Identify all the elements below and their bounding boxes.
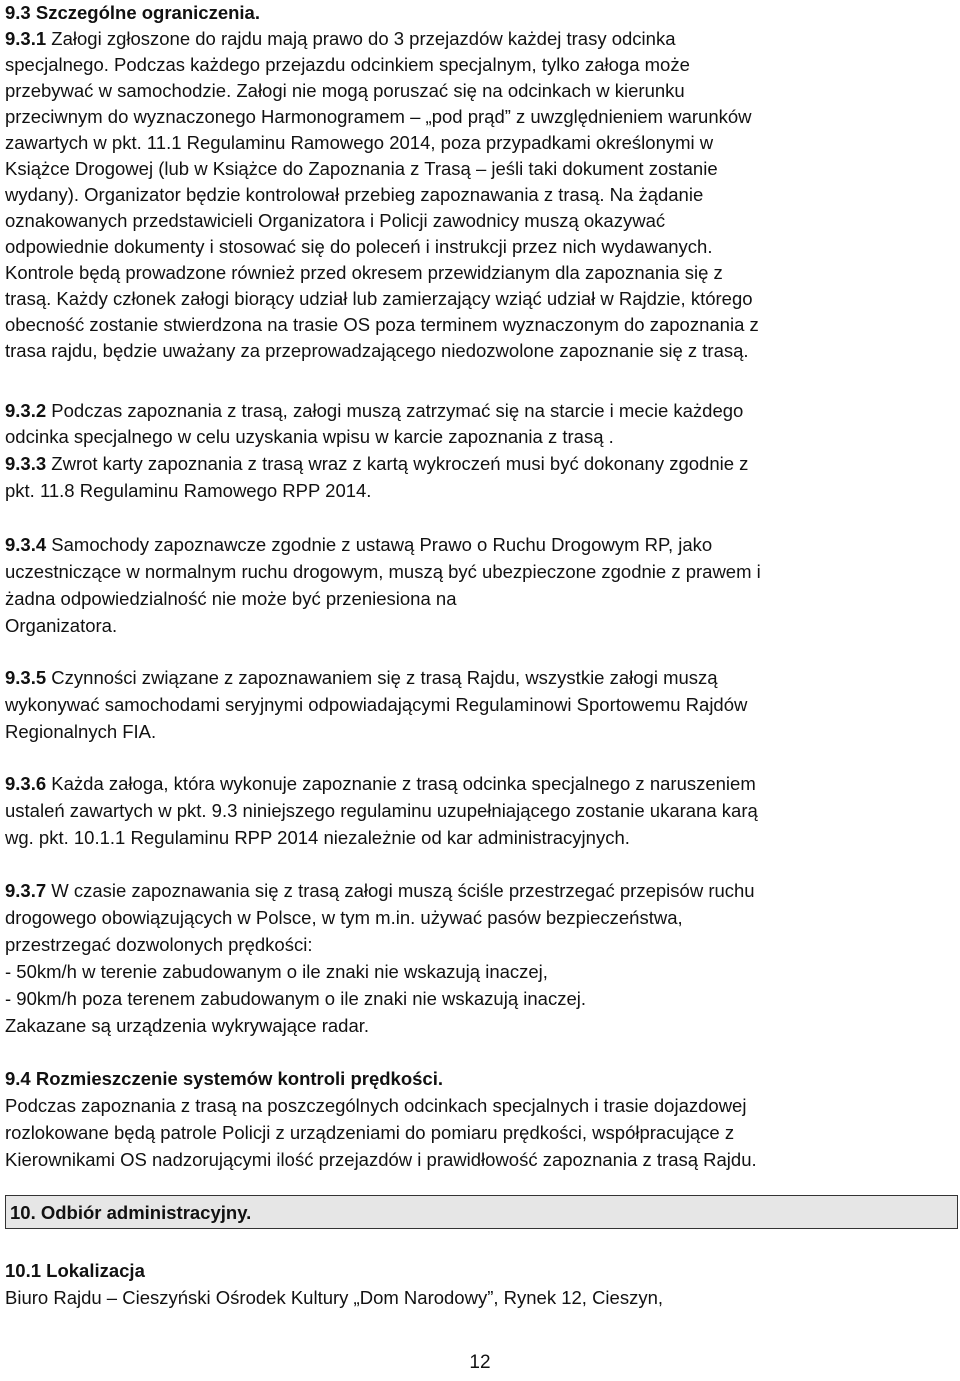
paragraph-text: Zwrot karty zapoznania z trasą wraz z kartą wykroczeń musi być dokonany zgodnie z — [46, 453, 749, 474]
section-band-10 — [5, 1195, 958, 1229]
paragraph-line: odcinka specjalnego w celu uzyskania wpisu w karcie zapoznania z trasą . — [5, 426, 614, 447]
paragraph-line: wykonywać samochodami seryjnymi odpowiadającymi Regulaminowi Sportowemu Rajdów — [5, 694, 748, 715]
paragraph-line: drogowego obowiązujących w Polsce, w tym m.in. używać pasów bezpieczeństwa, — [5, 907, 683, 928]
paragraph-line: pkt. 11.8 Regulaminu Ramowego RPP 2014. — [5, 480, 372, 501]
paragraph-line: specjalnego. Podczas każdego przejazdu odcinkiem specjalnym, tylko załoga może — [5, 54, 690, 75]
paragraph-line: przestrzegać dozwolonych prędkości: — [5, 934, 313, 955]
paragraph-line: - 90km/h poza terenem zabudowanym o ile znaki nie wskazują inaczej. — [5, 988, 586, 1009]
section-heading-10: 10. Odbiór administracyjny. — [10, 1202, 252, 1223]
paragraph-line: odpowiednie dokumenty i stosować się do poleceń i instrukcji przez nich wydawanych. — [5, 236, 713, 257]
paragraph-line: przebywać w samochodzie. Załogi nie mogą poruszać się na odcinkach w kierunku — [5, 80, 685, 101]
paragraph-line — [5, 532, 712, 558]
paragraph-line: Zakazane są urządzenia wykrywające radar. — [5, 1015, 370, 1036]
paragraph-line — [5, 878, 755, 904]
paragraph-line — [5, 26, 676, 52]
paragraph-line: Kierownikami OS nadzorującymi ilość przejazdów i prawidłowość zapoznania z trasą Rajdu. — [5, 1149, 757, 1170]
paragraph-number: 9.3.5 — [5, 667, 47, 688]
section-heading-10-1: 10.1 Lokalizacja — [5, 1260, 145, 1281]
page-number: 12 — [469, 1352, 491, 1373]
paragraph-text: Samochody zapoznawcze zgodnie z ustawą Prawo o Ruchu Drogowym RP, jako — [46, 534, 713, 555]
paragraph-line: Biuro Rajdu – Cieszyński Ośrodek Kultury „Dom Narodowy”, Rynek 12, Cieszyn, — [5, 1287, 664, 1308]
paragraph-line: Organizatora. — [5, 615, 118, 636]
paragraph-line: trasą. Każdy członek załogi biorący udział lub zamierzający wziąć udział w Rajdzie, którego — [5, 288, 753, 309]
paragraph-line: Podczas zapoznania z trasą na poszczególnych odcinkach specjalnych i trasie dojazdowej — [5, 1095, 747, 1116]
paragraph-line: Kontrole będą prowadzone również przed okresem przewidzianym dla zapoznania się z — [5, 262, 723, 283]
paragraph-line — [5, 451, 748, 477]
paragraph-text: Podczas zapoznania z trasą, załogi muszą zatrzymać się na starcie i mecie każdego — [46, 400, 744, 421]
paragraph-line: trasa rajdu, będzie uważany za przeprowadzającego niedozwolone zapoznanie się z trasą. — [5, 340, 749, 361]
paragraph-line — [5, 665, 718, 691]
paragraph-number: 9.3.3 — [5, 453, 47, 474]
paragraph-line — [5, 398, 743, 424]
paragraph-text: Czynności związane z zapoznawaniem się z trasą Rajdu, wszystkie załogi muszą — [46, 667, 718, 688]
paragraph-number: 9.3.6 — [5, 773, 47, 794]
paragraph-line: uczestniczące w normalnym ruchu drogowym, muszą być ubezpieczone zgodnie z prawem i — [5, 561, 761, 582]
paragraph-number: 9.3.4 — [5, 534, 47, 555]
paragraph-line: Książce Drogowej (lub w Książce do Zapoznania z Trasą – jeśli taki dokument zostanie — [5, 158, 718, 179]
paragraph-line: Regionalnych FIA. — [5, 721, 157, 742]
paragraph-line: obecność zostanie stwierdzona na trasie OS poza terminem wyznaczonym do zapoznania z — [5, 314, 759, 335]
paragraph-line: oznakowanych przedstawicieli Organizatora i Policji zawodnicy muszą okazywać — [5, 210, 666, 231]
paragraph-line: zawartych w pkt. 11.1 Regulaminu Ramowego 2014, poza przypadkami określonymi w — [5, 132, 714, 153]
paragraph-text: W czasie zapoznawania się z trasą załogi muszą ściśle przestrzegać przepisów ruchu — [46, 880, 755, 901]
paragraph-line: rozlokowane będą patrole Policji z urządzeniami do pomiaru prędkości, współpracujące z — [5, 1122, 735, 1143]
paragraph-line: wydany). Organizator będzie kontrolował przebieg zapoznawania z trasą. Na żądanie — [5, 184, 704, 205]
section-heading-9-4: 9.4 Rozmieszczenie systemów kontroli prędkości. — [5, 1068, 443, 1089]
paragraph-number: 9.3.7 — [5, 880, 47, 901]
paragraph-line — [5, 771, 756, 797]
paragraph-text: Każda załoga, która wykonuje zapoznanie z trasą odcinka specjalnego z naruszeniem — [46, 773, 756, 794]
section-heading-9-3: 9.3 Szczególne ograniczenia. — [5, 2, 260, 23]
paragraph-line: żadna odpowiedzialność nie może być przeniesiona na — [5, 588, 457, 609]
paragraph-number: 9.3.1 — [5, 28, 47, 49]
paragraph-line: - 50km/h w terenie zabudowanym o ile znaki nie wskazują inaczej, — [5, 961, 548, 982]
paragraph-line: ustaleń zawartych w pkt. 9.3 niniejszego regulaminu uzupełniającego zostanie ukarana karą — [5, 800, 758, 821]
paragraph-text: Załogi zgłoszone do rajdu mają prawo do 3 przejazdów każdej trasy odcinka — [46, 28, 676, 49]
paragraph-line: przeciwnym do wyznaczonego Harmonogramem – „pod prąd” z uwzględnieniem warunków — [5, 106, 752, 127]
paragraph-number: 9.3.2 — [5, 400, 47, 421]
paragraph-line: wg. pkt. 10.1.1 Regulaminu RPP 2014 niezależnie od kar administracyjnych. — [5, 827, 630, 848]
